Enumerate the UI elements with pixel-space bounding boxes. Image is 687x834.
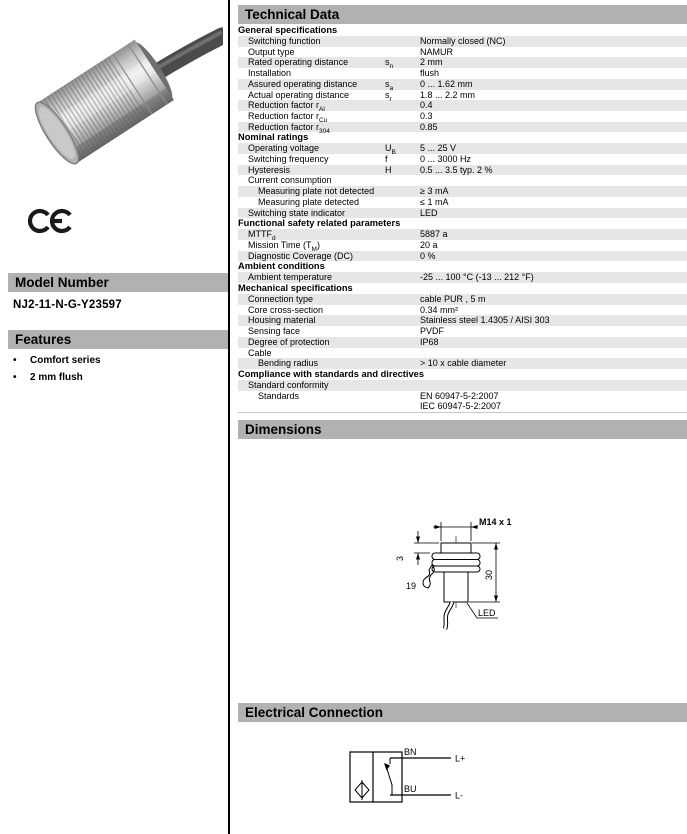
lplus-label: L+: [455, 753, 466, 764]
spec-symbol: $s_a$: [385, 78, 394, 92]
dim-19-label: 19: [406, 581, 417, 591]
spec-row: [238, 229, 687, 243]
spec-symbol: [385, 175, 420, 186]
spec-symbol: [385, 315, 420, 326]
spec-value: ≥ 3 mA: [420, 186, 449, 197]
features-header: [8, 330, 228, 349]
spec-value: [420, 348, 687, 359]
spec-row: [238, 272, 687, 283]
spec-row: [238, 391, 687, 412]
spec-symbol: [385, 391, 420, 412]
spec-row: [238, 57, 687, 71]
spec-value: 0.5 ... 3.5 typ. 2 %: [420, 164, 493, 175]
features-header-label: Features: [15, 332, 72, 347]
spec-label: Measuring plate not detected: [258, 186, 375, 197]
spec-label: Connection type: [248, 294, 314, 305]
spec-value: 5 ... 25 V: [420, 143, 457, 154]
technical-data-header: [238, 5, 687, 24]
spec-value: 0.4: [420, 100, 433, 111]
spec-symbol: [385, 240, 420, 251]
feature-item: • Comfort series: [0, 352, 228, 369]
spec-label: Standards: [258, 390, 300, 401]
spec-row: [238, 122, 687, 133]
spec-symbol: [385, 186, 420, 197]
spec-row: [238, 197, 687, 208]
spec-row: [238, 294, 687, 305]
wiring-diagram: [338, 740, 483, 815]
cable: [154, 36, 222, 74]
dimensions-title: Dimensions: [245, 422, 322, 437]
spec-symbol: [385, 337, 420, 348]
spec-row: [238, 100, 687, 114]
model-number-header-label: Model Number: [15, 275, 109, 290]
spec-symbol: [385, 208, 420, 219]
spec-label: Housing material: [248, 315, 316, 326]
spec-value: [420, 380, 687, 391]
spec-row: [238, 380, 687, 391]
spec-value: 0.3: [420, 110, 433, 121]
spec-row: [238, 348, 687, 359]
flange-ring: [432, 553, 480, 560]
switch-symbol: [387, 758, 392, 795]
spec-row: [238, 79, 687, 90]
spec-label: Reduction factor $r_{Cu}$: [248, 110, 328, 124]
spec-value: flush: [420, 68, 440, 79]
spec-label: Switching frequency: [248, 154, 329, 165]
sensor-barrel: [29, 36, 179, 169]
spec-symbol: [385, 251, 420, 262]
spec-label: Current consumption: [248, 175, 332, 186]
product-photo: [8, 12, 223, 197]
right-column: [238, 0, 687, 834]
spec-symbol: [385, 358, 420, 369]
spec-label: Output type: [248, 46, 295, 57]
spec-label: Degree of protection: [248, 336, 330, 347]
spec-row: [238, 251, 687, 262]
spec-row: [238, 165, 687, 176]
flange-ring: [432, 560, 480, 567]
spec-symbol: f: [385, 154, 388, 165]
spec-label: Cable: [248, 347, 272, 358]
spec-row: [238, 154, 687, 165]
spec-symbol: [385, 122, 420, 133]
spec-value: 5887 a: [420, 229, 448, 240]
dimension-drawing: [388, 505, 528, 645]
spec-symbol: [385, 111, 420, 122]
spec-symbol: [385, 100, 420, 111]
spec-label: Bending radius: [258, 358, 319, 369]
spec-value: > 10 x cable diameter: [420, 358, 507, 369]
spec-value: NAMUR: [420, 46, 453, 57]
spec-value: 20 a: [420, 239, 438, 250]
feature-item: • 2 mm flush: [0, 369, 228, 386]
spec-symbol: H: [385, 164, 392, 175]
led-label: LED: [478, 608, 496, 618]
spec-value: EN 60947-5-2:2007 IEC 60947-5-2:2007: [420, 390, 502, 412]
spec-value: Normally closed (NC): [420, 36, 506, 46]
spec-row: [238, 143, 687, 157]
spec-row: [238, 358, 687, 369]
spec-value: [420, 175, 687, 186]
spec-label: $MTTF_d$: [248, 229, 276, 243]
spec-value: 0 ... 3000 Hz: [420, 154, 472, 165]
thread-size-label: M14 x 1: [479, 517, 512, 527]
spec-symbol: [385, 272, 420, 283]
section-header: Ambient conditions: [238, 261, 325, 272]
section-header: Mechanical specifications: [238, 283, 353, 294]
spec-label: Core cross-section: [248, 304, 324, 315]
spec-row: [238, 186, 687, 197]
spec-value: Stainless steel 1.4305 / AISI 303: [420, 315, 550, 326]
spec-label: Assured operating distance: [248, 78, 358, 89]
spec-row: [238, 240, 687, 251]
spec-row: [238, 47, 687, 58]
spec-symbol: [385, 348, 420, 359]
spec-label: Diagnostic Coverage (DC): [248, 250, 354, 261]
technical-data-title: Technical Data: [245, 7, 340, 22]
spec-row: [238, 175, 687, 186]
section-header: Compliance with standards and directives: [238, 368, 424, 379]
spec-value: PVDF: [420, 326, 445, 337]
dim-30-label: 30: [484, 569, 494, 580]
spec-symbol: $U_B$: [385, 143, 396, 157]
spec-symbol: [385, 47, 420, 58]
spec-label: Rated operating distance: [248, 57, 349, 68]
spec-row: [238, 90, 687, 101]
spec-label: Reduction factor $r_{Al}$: [248, 100, 325, 114]
spec-value: -25 ... 100 °C (-13 ... 212 °F): [420, 272, 534, 283]
spec-label: Measuring plate detected: [258, 196, 360, 207]
spec-value: 0.85: [420, 121, 438, 132]
spec-value: 1.8 ... 2.2 mm: [420, 89, 476, 100]
model-number: NJ2-11-N-G-Y23597: [13, 299, 122, 311]
spec-label: Reduction factor $r_{304}$: [248, 121, 330, 135]
spec-row: [238, 305, 687, 316]
flange-ring: [432, 566, 480, 572]
ce-mark-icon: [28, 206, 74, 236]
dimensions-header: [238, 420, 687, 439]
column-divider: [228, 0, 230, 834]
spec-value: 0 %: [420, 250, 436, 261]
spec-symbol: $s_r$: [385, 89, 392, 103]
spec-value: 2 mm: [420, 57, 443, 68]
spec-value: 0 ... 1.62 mm: [420, 78, 473, 89]
bu-label: BU: [404, 784, 417, 794]
spec-row: [238, 111, 687, 122]
electrical-connection-title: Electrical Connection: [245, 705, 384, 720]
spec-label: Standard conformity: [248, 379, 329, 390]
spec-symbol: $s_n$: [385, 57, 394, 71]
spec-table: [238, 25, 687, 413]
section-header: Functional safety related parameters: [238, 218, 401, 229]
features-list: [0, 352, 228, 386]
spec-label: Hysteresis: [248, 164, 291, 175]
spec-value: ≤ 1 mA: [420, 196, 449, 207]
barrel-body: [444, 572, 468, 602]
spec-label: Sensing face: [248, 326, 301, 337]
thread-neck: [441, 543, 471, 553]
section-header: General specifications: [238, 25, 338, 35]
spec-label: Ambient temperature: [248, 272, 333, 283]
spec-value: 0.34 mm²: [420, 304, 459, 315]
spec-value: cable PUR , 5 m: [420, 294, 486, 305]
spec-row: [238, 208, 687, 219]
spec-label: Switching state indicator: [248, 207, 346, 218]
spec-row: [238, 315, 687, 326]
spec-label: Installation: [248, 68, 292, 79]
section-header: Nominal ratings: [238, 132, 309, 143]
lminus-label: L-: [455, 790, 464, 801]
electrical-connection-header: [238, 703, 687, 722]
spec-row: [238, 36, 687, 47]
spec-symbol: [385, 229, 420, 240]
spec-symbol: [385, 380, 420, 391]
spec-symbol: [385, 36, 420, 47]
left-column: [0, 0, 228, 834]
spec-label: Actual operating distance: [248, 89, 350, 100]
spec-label: Switching function: [248, 36, 321, 46]
spec-row: [238, 326, 687, 337]
spec-value: LED: [420, 207, 438, 218]
spec-symbol: [385, 326, 420, 337]
spec-row: [238, 68, 687, 79]
spec-symbol: [385, 294, 420, 305]
spec-label: Mission Time $(T_M)$: [248, 239, 320, 253]
dim-3-label: 3: [395, 555, 405, 561]
model-number-header: [8, 273, 228, 292]
spec-symbol: [385, 68, 420, 79]
spec-symbol: [385, 305, 420, 316]
spec-label: Operating voltage: [248, 143, 320, 154]
spec-row: [238, 337, 687, 348]
bn-label: BN: [404, 747, 417, 757]
spec-symbol: [385, 197, 420, 208]
spec-value: IP68: [420, 336, 439, 347]
